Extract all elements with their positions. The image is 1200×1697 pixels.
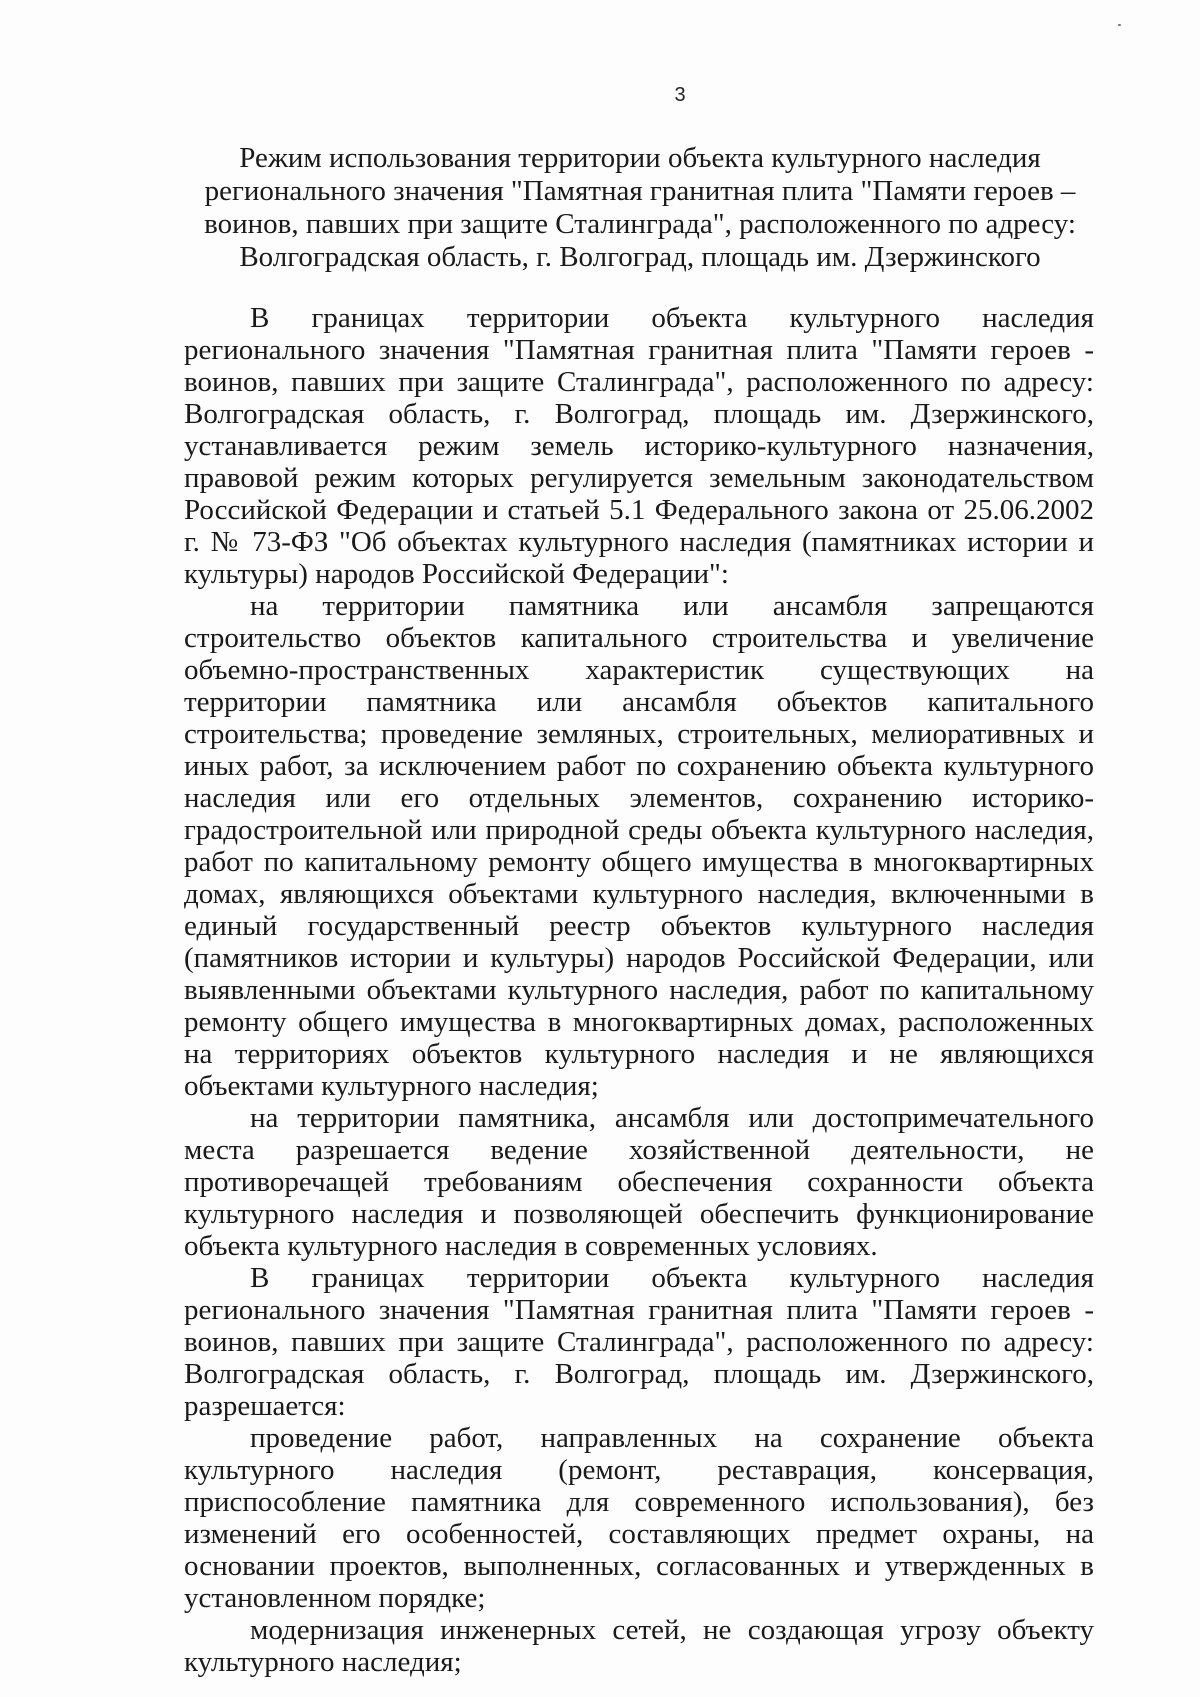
page-number: 3 (674, 84, 686, 106)
paragraph-preservation-works: проведение работ, направленных на сохранение объекта культурного наследия (ремонт, реставрация, консервация, приспособление памятника для современного использования), без изменений его особенностей, составляющих предмет охраны, на основании проектов, выполненных, согласованных и утвержденных в установленном порядке; (184, 1422, 1094, 1614)
paragraph-land-regime: В границах территории объекта культурного наследия регионального значения "Памятная гранитная плита "Памяти героев - воинов, павших при защите Сталинграда", расположенного по адресу: Волгоградская область, г. Волгоград, площадь им. Дзержинского, устанавливается режим земель историко-культурного назначения, правовой режим которых регулируется земельным законодательством Российской Федерации и статьей 5.1 Федерального закона от 25.06.2002 г. № 73-ФЗ "Об объектах культурного наследия (памятниках истории и культуры) народов Российской Федерации": (184, 302, 1094, 590)
paragraph-permitted-intro: В границах территории объекта культурного наследия регионального значения "Памятная гранитная плита "Памяти героев - воинов, павших при защите Сталинграда", расположенного по адресу: Волгоградская область, г. Волгоград, площадь им. Дзержинского, разрешается: (184, 1262, 1094, 1422)
document-body (184, 302, 1094, 1678)
paragraph-prohibitions: на территории памятника или ансамбля запрещаются строительство объектов капитального строительства и увеличение объемно-пространственных характеристик существующих на территории памятника или ансамбля объектов капитального строительства; проведение земляных, строительных, мелиоративных и иных работ, за исключением работ по сохранению объекта культурного наследия или его отдельных элементов, сохранению историко- градостроительной или природной среды объекта культурного наследия, работ по капитальному ремонту общего имущества в многоквартирных домах, являющихся объектами культурного наследия, включенными в единый государственный реестр объектов культурного наследия (памятников истории и культуры) народов Российской Федерации, или выявленными объектами культурного наследия, работ по капитальному ремонту общего имущества в многоквартирных домах, расположенных на территориях объектов культурного наследия и не являющихся объектами культурного наследия; (184, 590, 1094, 1102)
document-title: Режим использования территории объекта культурного наследия регионального значения "Памятная гранитная плита "Памяти героев – воинов, павших при защите Сталинграда", расположенного по адресу: Волгоградская область, г. Волгоград, площадь им. Дзержинского (204, 142, 1076, 273)
paragraph-utility-networks: модернизация инженерных сетей, не создающая угрозу объекту культурного наследия; (184, 1614, 1094, 1678)
paragraph-economic-activity: на территории памятника, ансамбля или достопримечательного места разрешается ведение хозяйственной деятельности, не противоречащей требованиям обеспечения сохранности объекта культурного наследия и позволяющей обеспечить функционирование объекта культурного наследия в современных условиях. (184, 1102, 1094, 1262)
scan-speck (1118, 24, 1121, 26)
